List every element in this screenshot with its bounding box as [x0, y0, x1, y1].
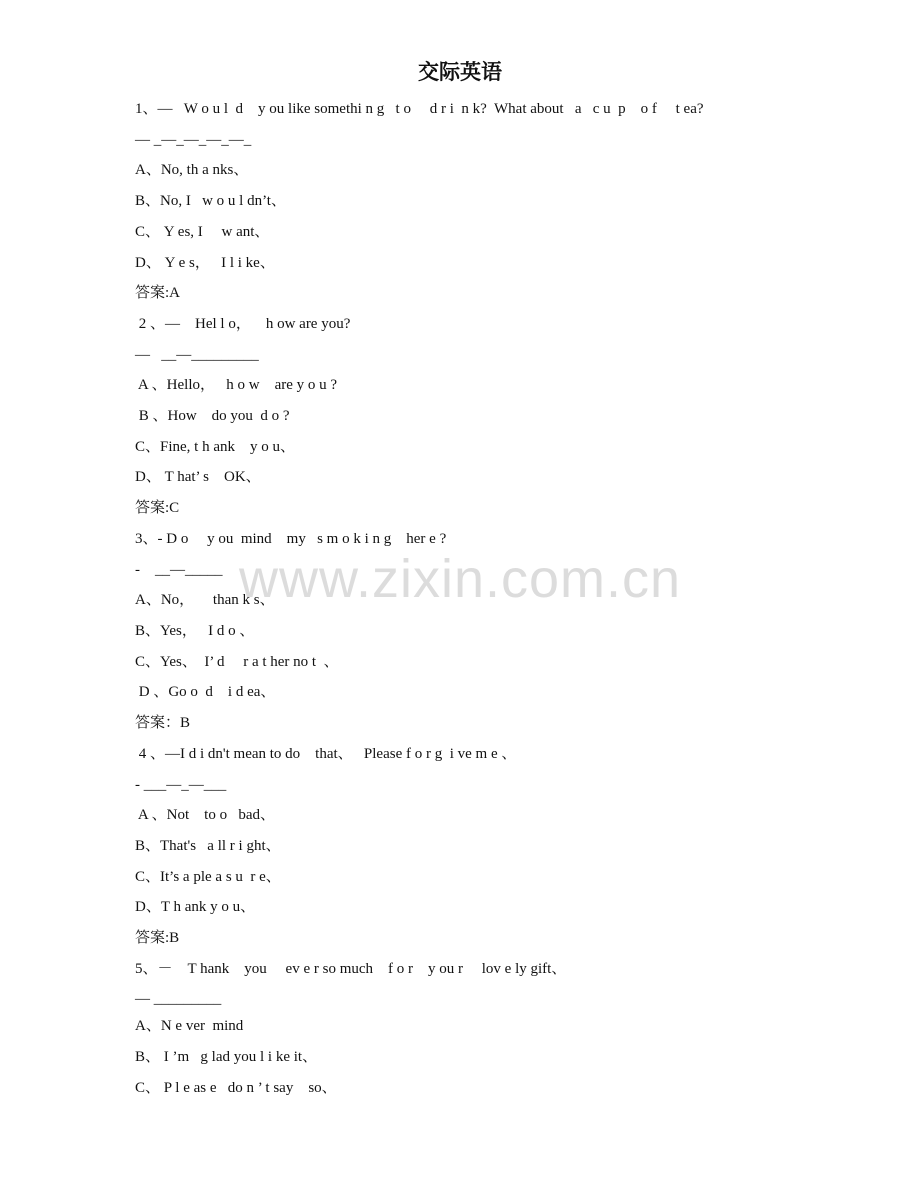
- q2-option-c: C、Fine, t h ank y o u、: [135, 439, 295, 455]
- q2-option-b: B 、How do you d o ?: [135, 408, 290, 424]
- q1-blank: — _—_—_—_—_: [135, 132, 252, 148]
- q2-answer: 答案:C: [135, 500, 180, 516]
- q5-option-c: C、 P l e as e do n ’ t say so、: [135, 1080, 337, 1096]
- q3-blank: - __—_____: [135, 562, 223, 578]
- page-title: 交际英语: [418, 60, 502, 84]
- q1-option-b: B、No, I w o u l dn’t、: [135, 193, 286, 209]
- q2-option-a: A 、Hello， h o w are y o u ?: [135, 377, 338, 393]
- q4-option-b: B、That's a ll r i ght、: [135, 838, 281, 854]
- q4-question: 4 、—I d i dn't mean to do that、 Please f o r g i ve m e 、: [135, 746, 517, 762]
- q4-option-d: D、T h ank y o u、: [135, 899, 256, 915]
- q1-option-d: D、 Y e s， I l i ke、: [135, 255, 275, 271]
- q2-blank: — __—_________: [135, 347, 259, 363]
- q4-blank: - ___—_—___: [135, 777, 227, 793]
- q4-option-c: C、It’s a ple a s u r e、: [135, 869, 281, 885]
- q1-answer: 答案:A: [135, 285, 181, 301]
- q5-question: 5、－ T hank you ev e r so much f o r y ou r lov e ly gift、: [135, 961, 567, 977]
- q4-option-a: A 、Not to o bad、: [135, 807, 276, 823]
- q3-question: 3、- D o y ou mind my s m o k i n g her e ?: [135, 531, 447, 547]
- q3-option-d: D 、Go o d i d ea、: [135, 684, 276, 700]
- q1-option-a: A、No, th a nks、: [135, 162, 249, 178]
- q5-option-a: A、N e ver mind: [135, 1018, 244, 1034]
- q4-answer: 答案:B: [135, 930, 180, 946]
- q5-blank: — _________: [135, 991, 222, 1007]
- q1-option-c: C、 Y es, I w ant、: [135, 224, 270, 240]
- q1-question: 1、— W o u l d y ou like somethi n g t o d r i n k? What about a c u p o f t ea?: [135, 101, 704, 117]
- q3-option-a: A、No， than k s、: [135, 592, 275, 608]
- q3-option-b: B、Yes， I d o 、: [135, 623, 255, 639]
- q2-option-d: D、 T hat’ s OK、: [135, 469, 261, 485]
- watermark: www.zixin.com.cn: [238, 549, 682, 609]
- q2-question: 2 、— Hel l o， h ow are you?: [135, 316, 351, 332]
- q3-answer: 答案：B: [135, 715, 191, 731]
- q5-option-b: B、 I ’m g lad you l i ke it、: [135, 1049, 318, 1065]
- q3-option-c: C、Yes、 I’ d r a t her no t 、: [135, 654, 339, 670]
